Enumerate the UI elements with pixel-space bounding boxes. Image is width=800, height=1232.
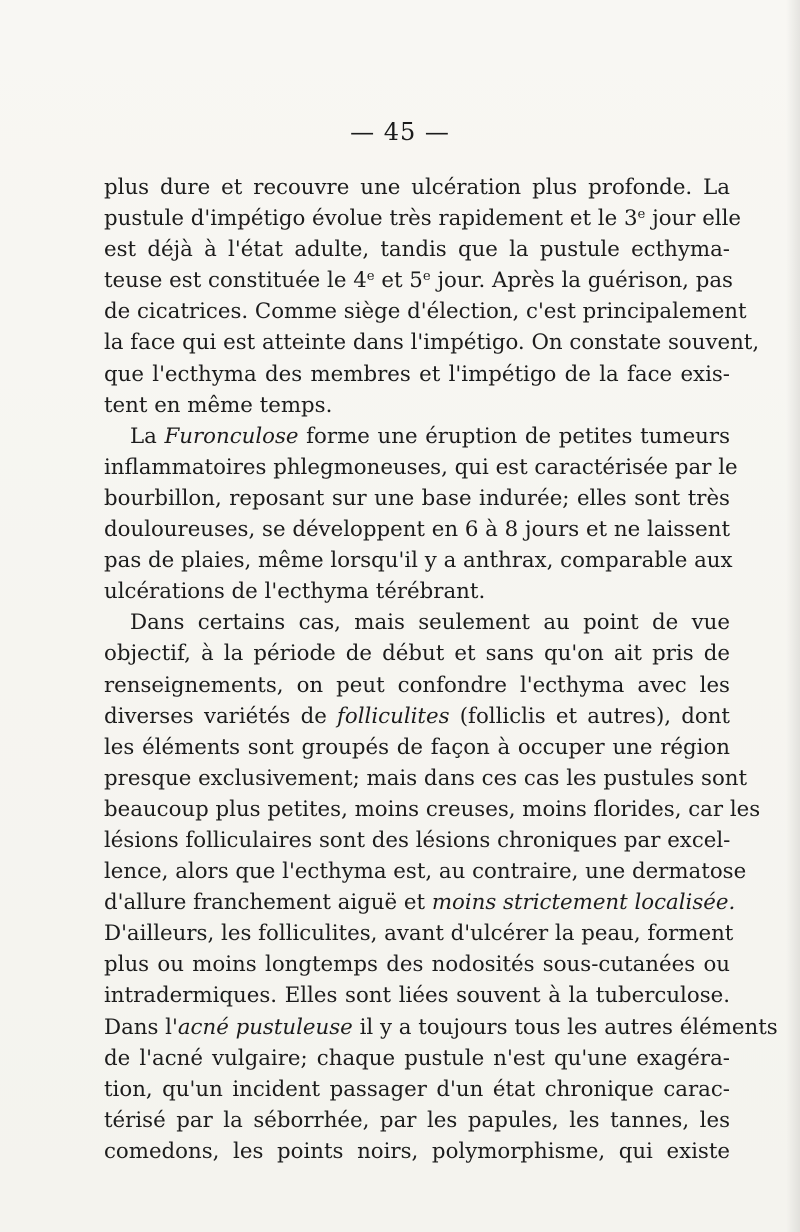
text-segment: la face qui est atteinte dans l'impétigo. On constate souvent, [104, 330, 760, 356]
superscript: e [366, 269, 375, 285]
text-line [104, 390, 730, 421]
text-segment: ulcérations de l'ecthyma térébrant. [104, 579, 486, 605]
text-line [104, 856, 747, 887]
text-segment: de cicatrices. Comme siège d'élection, c'est principalement [104, 299, 747, 325]
text-segment: objectif, à la période de début et sans qu'on ait pris de [104, 641, 730, 667]
text-segment: forme une éruption de petites tumeurs [298, 423, 731, 449]
page-edge-shadow [786, 0, 800, 1232]
text-line [104, 732, 730, 763]
italic-text: Furonculose [164, 423, 299, 449]
text-line [104, 421, 730, 452]
italic-text: folliculites [337, 703, 450, 729]
text-segment: (folliclis et autres), dont [449, 703, 730, 729]
text-segment: est déjà à l'état adulte, tandis que la pustule ecthyma- [104, 237, 730, 263]
text-line [104, 545, 733, 576]
text-segment: D'ailleurs, les folliculites, avant d'ulcérer la peau, forment [104, 921, 734, 947]
text-segment: douloureuses, se développent en 6 à 8 jours et ne laissent [104, 517, 731, 543]
text-segment: renseignements, on peut confondre l'ecthyma avec les [104, 672, 730, 698]
text-line [104, 1136, 730, 1167]
text-segment: lence, alors que l'ecthyma est, au contraire, une dermatose [104, 859, 747, 885]
text-segment: jour. Après la guérison, pas [430, 268, 733, 294]
text-segment: jour elle [645, 206, 742, 232]
superscript: e [637, 206, 646, 222]
text-line [104, 701, 730, 732]
text-segment: inflammatoires phlegmoneuses, qui est caractérisée par le [104, 454, 738, 480]
text-line [104, 887, 736, 918]
text-segment: Dans l' [104, 1014, 178, 1040]
text-segment: pas de plaies, même lorsqu'il y a anthrax, comparable aux [104, 548, 733, 574]
text-line [104, 203, 742, 234]
text-line [104, 607, 730, 638]
text-segment: La [130, 423, 165, 449]
text-line [104, 483, 730, 514]
text-line [104, 670, 730, 701]
text-line [104, 296, 747, 327]
text-line [104, 265, 733, 296]
text-segment: lésions folliculaires sont des lésions chroniques par excel- [104, 827, 731, 853]
text-segment: il y a toujours tous les autres éléments [352, 1014, 778, 1040]
italic-text: acné pustuleuse [177, 1014, 353, 1040]
text-line [104, 825, 730, 856]
text-segment: et 5 [374, 268, 423, 294]
text-line [104, 452, 738, 483]
text-line [104, 1012, 778, 1043]
body-text [104, 172, 778, 1167]
text-segment: comedons, les points noirs, polymorphisme, qui existe [104, 1138, 730, 1164]
text-segment: Dans certains cas, mais seulement au point de vue [130, 610, 730, 636]
text-line [104, 949, 730, 980]
text-segment: que l'ecthyma des membres et l'impétigo de la face exis- [104, 361, 730, 387]
text-segment: pustule d'impétigo évolue très rapidement et le 3 [104, 206, 638, 232]
text-segment: tion, qu'un incident passager d'un état chronique carac- [104, 1076, 730, 1102]
text-line [104, 1074, 730, 1105]
text-segment: beaucoup plus petites, moins creuses, moins florides, car les [104, 796, 761, 822]
text-line [104, 359, 730, 390]
text-segment: de l'acné vulgaire; chaque pustule n'est qu'une exagéra- [104, 1045, 730, 1071]
page-number: — 45 — [350, 118, 450, 146]
italic-text: moins strictement localisée. [431, 890, 736, 916]
text-line [104, 763, 748, 794]
text-line [104, 1105, 730, 1136]
text-segment: teuse est constituée le 4 [104, 268, 367, 294]
text-segment: plus dure et recouvre une ulcération plus profonde. La [104, 175, 730, 200]
text-line [104, 1043, 730, 1074]
text-segment: tent en même temps. [104, 392, 333, 418]
text-segment: intradermiques. Elles sont liées souvent à la tuberculose. [104, 983, 730, 1009]
text-segment: plus ou moins longtemps des nodosités sous-cutanées ou [104, 952, 730, 978]
text-line [104, 980, 730, 1011]
text-line [104, 514, 730, 545]
text-segment: bourbillon, reposant sur une base indurée; elles sont très [104, 485, 730, 511]
text-segment: diverses variétés de [104, 703, 338, 729]
text-segment: presque exclusivement; mais dans ces cas les pustules sont [104, 765, 748, 791]
text-line [104, 576, 730, 607]
superscript: e [422, 269, 431, 285]
text-line [104, 918, 734, 949]
text-line [104, 172, 730, 203]
text-segment: térisé par la séborrhée, par les papules, les tannes, les [104, 1107, 730, 1133]
text-line [104, 327, 760, 358]
text-line [104, 794, 761, 825]
text-segment: les éléments sont groupés de façon à occuper une région [104, 734, 730, 760]
text-line [104, 638, 730, 669]
text-segment: d'allure franchement aiguë et [104, 890, 432, 916]
text-line [104, 234, 730, 265]
